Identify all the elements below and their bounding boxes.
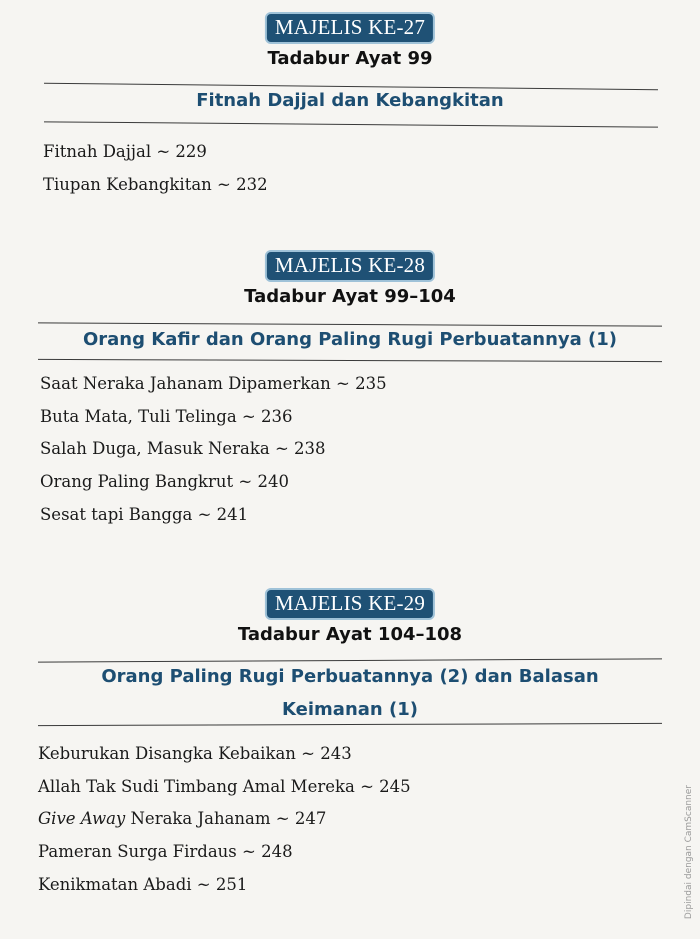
toc-item: Allah Tak Sudi Timbang Amal Mereka ~ 245 [38,776,411,796]
toc-item: Salah Duga, Masuk Neraka ~ 238 [40,439,326,459]
section-heading [30,324,670,356]
heading-rule-bottom [38,359,662,362]
majelis-badge: MAJELIS KE-28 [265,250,435,282]
toc-item: Tiupan Kebangkitan ~ 232 [43,174,268,194]
heading-line: Keimanan (1) [282,699,418,720]
toc-item: Pameran Surga Firdaus ~ 248 [38,842,293,862]
section-heading [30,660,670,726]
majelis-badge: MAJELIS KE-29 [265,588,435,620]
toc-item-italic: Give Away [38,809,126,829]
heading-line: Orang Kafir dan Orang Paling Rugi Perbuatannya (1) [82,329,618,350]
ayat-title: Tadabur Ayat 104–108 [237,624,463,645]
section-heading [30,85,670,117]
toc-item: Saat Neraka Jahanam Dipamerkan ~ 235 [40,374,387,393]
heading-line: Fitnah Dajjal dan Kebangkitan [196,90,504,111]
scanner-watermark: Dipindai dengan CamScanner [684,784,694,919]
toc-item: Orang Paling Bangkrut ~ 240 [40,472,289,492]
toc-item: Sesat tapi Bangga ~ 241 [40,504,249,524]
toc-item-rest: Neraka Jahanam ~ 247 [125,809,327,829]
toc-item: Keburukan Disangka Kebaikan ~ 243 [38,744,352,763]
majelis-badge: MAJELIS KE-27 [265,12,435,44]
toc-item: Kenikmatan Abadi ~ 251 [38,874,248,894]
ayat-title: Tadabur Ayat 99 [267,48,433,69]
toc-list [40,368,387,531]
toc-item [38,803,411,836]
toc-item: Buta Mata, Tuli Telinga ~ 236 [40,406,293,426]
toc-item: Fitnah Dajjal ~ 229 [43,142,207,161]
toc-list [38,738,411,901]
ayat-title: Tadabur Ayat 99–104 [244,286,456,307]
heading-line: Orang Paling Rugi Perbuatannya (2) dan Balasan [101,666,599,687]
toc-list [43,136,268,201]
heading-rule-bottom [44,121,658,127]
